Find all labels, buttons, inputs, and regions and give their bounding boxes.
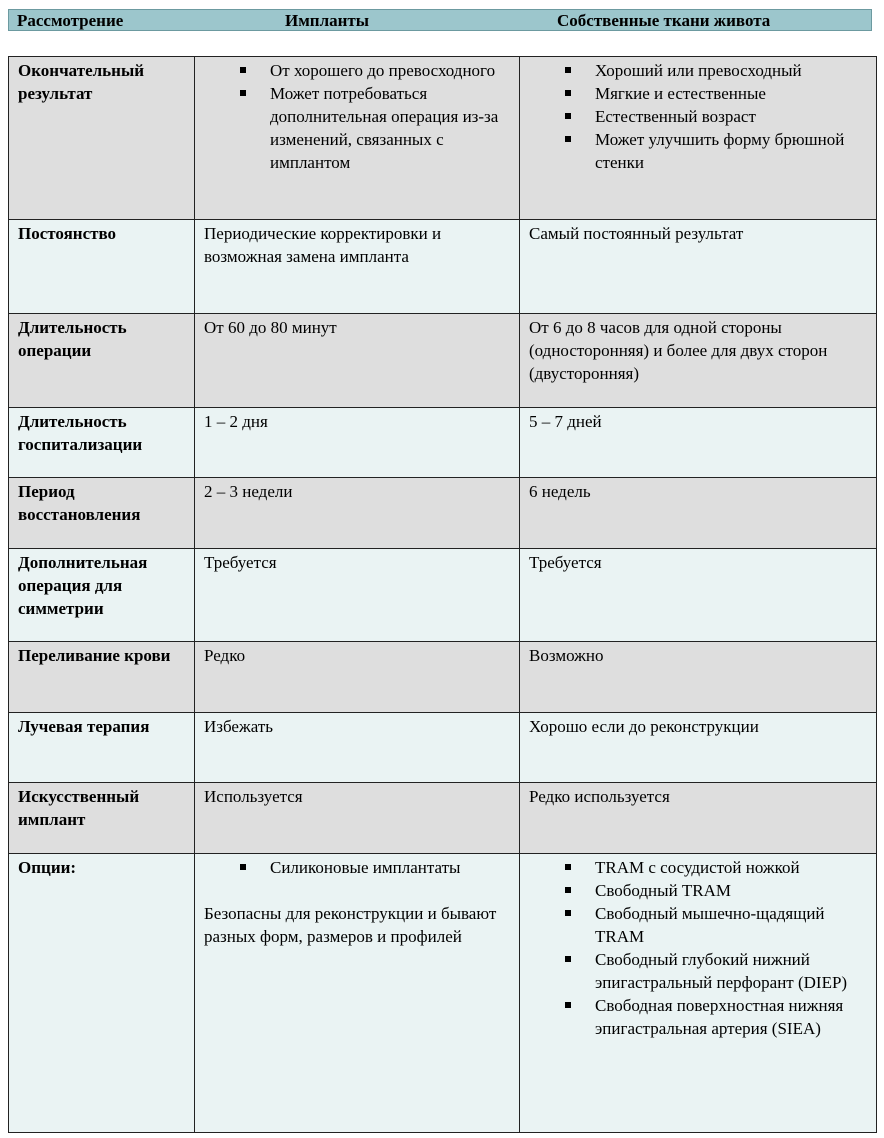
- tissue-cell: 6 недель: [520, 478, 877, 549]
- implants-cell: Редко: [195, 642, 520, 713]
- list-item: Свободный глубокий нижний эпигастральный перфорант (DIEP): [529, 948, 867, 994]
- tissue-cell: Возможно: [520, 642, 877, 713]
- tissue-cell: [520, 57, 877, 220]
- implants-list: [204, 59, 510, 174]
- list-item: Естественный возраст: [529, 105, 867, 128]
- list-item: Хороший или превосходный: [529, 59, 867, 82]
- comparison-table: [8, 56, 877, 1133]
- row-label: Длительность операции: [9, 314, 195, 408]
- table-row: [9, 478, 877, 549]
- implants-cell: Избежать: [195, 713, 520, 783]
- row-label: Опции:: [9, 854, 195, 1133]
- list-item: Мягкие и естественные: [529, 82, 867, 105]
- implants-cell: [195, 57, 520, 220]
- table-header-bar: [8, 9, 872, 31]
- header-consideration: Рассмотрение: [17, 11, 124, 30]
- list-item: Силиконовые имплантаты: [204, 856, 510, 879]
- table-row: [9, 713, 877, 783]
- header-implants: Импланты: [285, 11, 370, 30]
- implants-cell: От 60 до 80 минут: [195, 314, 520, 408]
- list-item: Может улучшить форму брюшной стенки: [529, 128, 867, 174]
- list-item: Может потребоваться дополнительная операция из-за изменений, связанных с имплантом: [204, 82, 510, 174]
- table-row: [9, 642, 877, 713]
- row-label: Окончательный результат: [9, 57, 195, 220]
- table-row: [9, 549, 877, 642]
- implants-list: [204, 856, 510, 879]
- table-row: [9, 783, 877, 854]
- tissue-cell: Требуется: [520, 549, 877, 642]
- implants-cell: 1 – 2 дня: [195, 408, 520, 478]
- list-item: Свободная поверхностная нижняя эпигастральная артерия (SIEA): [529, 994, 867, 1040]
- table-row: [9, 220, 877, 314]
- list-item: Свободный TRAM: [529, 879, 867, 902]
- list-item: Свободный мышечно-щадящий TRAM: [529, 902, 867, 948]
- row-label: Период восстановления: [9, 478, 195, 549]
- tissue-list: [529, 856, 867, 1040]
- row-label: Переливание крови: [9, 642, 195, 713]
- tissue-list: [529, 59, 867, 174]
- table-row: [9, 57, 877, 220]
- row-label: Искусственный имплант: [9, 783, 195, 854]
- header-own-tissue: Собственные ткани живота: [557, 11, 771, 30]
- tissue-cell: Хорошо если до реконструкции: [520, 713, 877, 783]
- table-row: [9, 314, 877, 408]
- tissue-cell: 5 – 7 дней: [520, 408, 877, 478]
- list-item: TRAM с сосудистой ножкой: [529, 856, 867, 879]
- row-label: Постоянство: [9, 220, 195, 314]
- row-label: Длительность госпитализации: [9, 408, 195, 478]
- row-label: Лучевая терапия: [9, 713, 195, 783]
- row-label: Дополнительная операция для симметрии: [9, 549, 195, 642]
- implants-note: Безопасны для реконструкции и бывают разных форм, размеров и профилей: [204, 904, 497, 946]
- implants-cell: 2 – 3 недели: [195, 478, 520, 549]
- tissue-cell: [520, 854, 877, 1133]
- implants-cell: Требуется: [195, 549, 520, 642]
- tissue-cell: Самый постоянный результат: [520, 220, 877, 314]
- tissue-cell: Редко используется: [520, 783, 877, 854]
- tissue-cell: От 6 до 8 часов для одной стороны (односторонняя) и более для двух сторон (двусторонняя): [520, 314, 877, 408]
- table-row: [9, 854, 877, 1133]
- implants-cell: Периодические корректировки и возможная замена импланта: [195, 220, 520, 314]
- implants-cell: Используется: [195, 783, 520, 854]
- list-item: От хорошего до превосходного: [204, 59, 510, 82]
- implants-cell: [195, 854, 520, 1133]
- table-row: [9, 408, 877, 478]
